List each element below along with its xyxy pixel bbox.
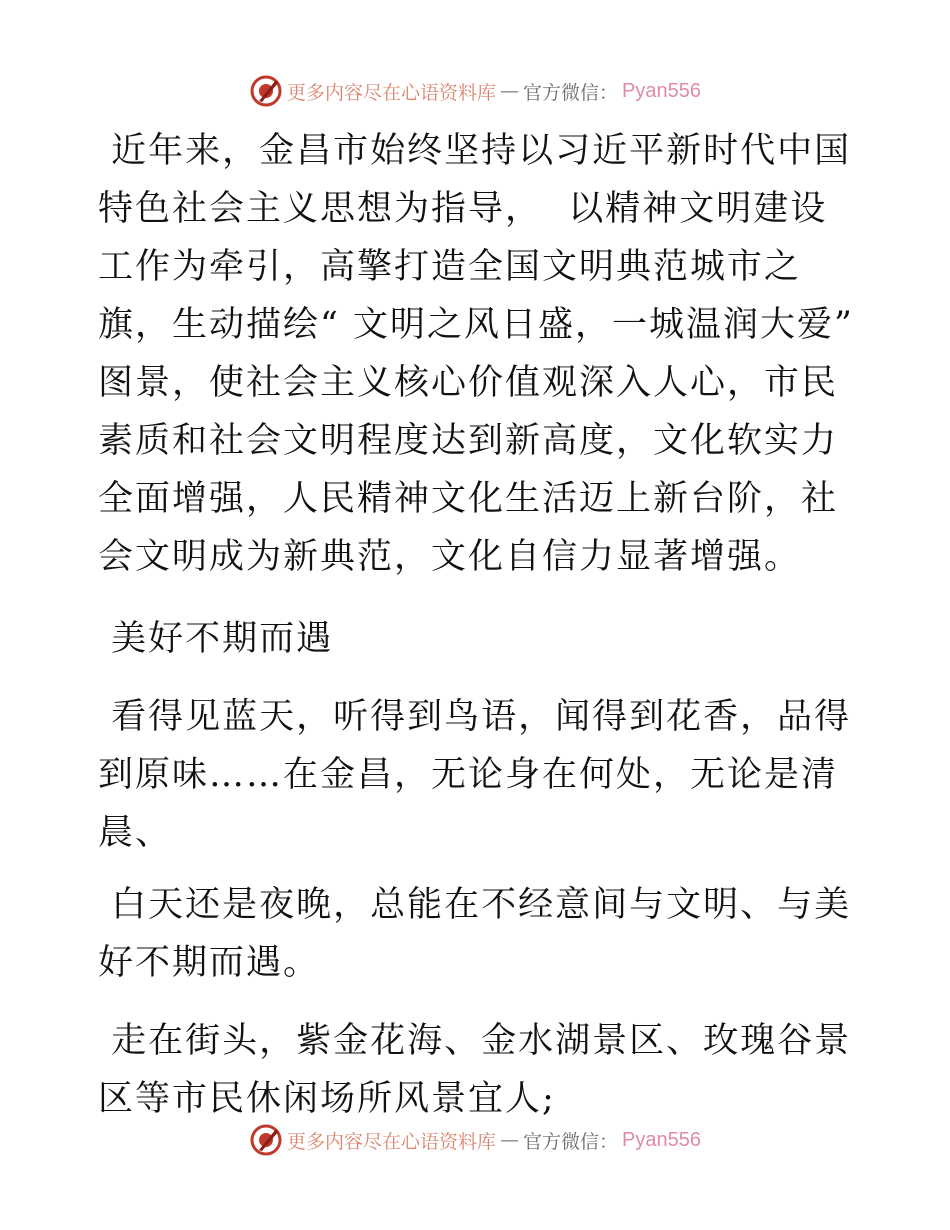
- footer-banner: [0, 1120, 950, 1160]
- paragraph-streets: 走在街头，紫金花海、金水湖景区、玫瑰谷景区等市民休闲场所风景宜人;: [98, 1021, 852, 1119]
- paragraph-encounter: 白天还是夜晚，总能在不经意间与文明、与美好不期而遇。: [98, 885, 852, 983]
- quill-logo-icon: [249, 1123, 283, 1157]
- quill-logo-icon: [249, 74, 283, 108]
- footer-dash: —: [500, 1129, 520, 1151]
- header-wechat-label: 官方微信：: [523, 81, 619, 104]
- header-wechat-id: Pyan556: [622, 79, 701, 102]
- footer-banner-inner: [249, 1123, 701, 1157]
- footer-wechat-label: 官方微信：: [523, 1130, 619, 1153]
- header-banner: [0, 71, 950, 111]
- footer-wechat-id: Pyan556: [622, 1128, 701, 1151]
- section-heading: 美好不期而遇: [98, 619, 334, 659]
- document-body: [98, 122, 881, 1128]
- paragraph-senses: 看得见蓝天，听得到鸟语，闻得到花香，品得到原味……在金昌，无论身在何处，无论是清晨、: [98, 697, 852, 853]
- header-site-text: 更多内容尽在心语资料库: [287, 81, 497, 104]
- header-dash: —: [500, 80, 520, 102]
- paragraph-intro: 近年来，金昌市始终坚持以习近平新时代中国特色社会主义思想为指导， 以精神文明建设工作为牵引，高擎打造全国文明典范城市之旗，生动描绘“ 文明之风日盛，一城温润大爱” 图景，使社会主义核心价值观深入人心，市民素质和社会文明程度达到新高度，文化软实力全面增强，人民精神文化生活迈上新台阶，社会文明成为新典范，文化自信力显著增强。: [98, 131, 881, 577]
- footer-site-text: 更多内容尽在心语资料库: [287, 1130, 497, 1153]
- header-banner-inner: [249, 74, 701, 108]
